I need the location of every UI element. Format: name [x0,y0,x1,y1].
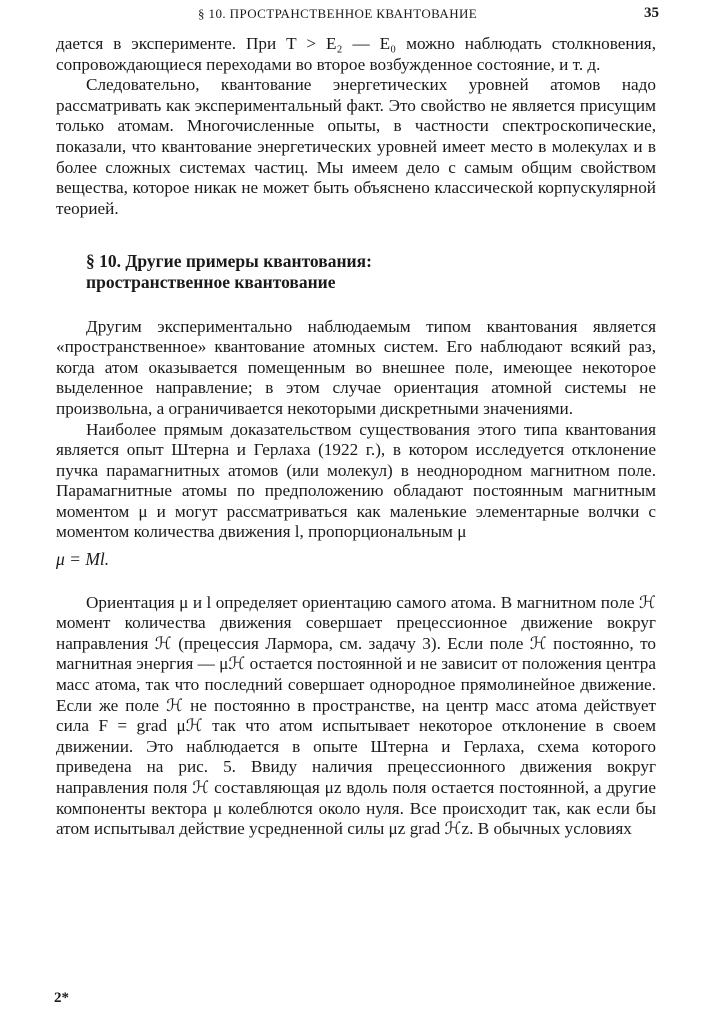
running-header [0,6,701,28]
page-body [56,34,656,840]
section-heading-line-1: § 10. Другие примеры квантования: [86,251,372,272]
paragraph-continuation: дается в эксперименте. При T > E₂ — E₀ можно наблюдать столкновения, сопровождающиеся переходами во второе возбужденное состояние, и т. д. [56,34,656,74]
section-heading [86,251,656,292]
formula: μ = Ml. [56,549,110,570]
paragraph: Ориентация μ и l определяет ориентацию самого атома. В магнитном поле ℋ момент количества движения совершает прецессионное движение вокруг направления ℋ (прецессия Лармора, см. задачу 3). Если поле ℋ постоянно, то магнитная энергия — μℋ остается постоянной и не зависит от положения центра масс атома, так что последний совершает однородное прямолинейное движение. Если же поле ℋ не постоянно в пространстве, на центр масс атома действует сила F = grad μℋ так что атом испытывает некоторое отклонение в своем движении. Это наблюдается в опыте Штерна и Герлаха, схема которого приведена на рис. 5. Ввиду наличия прецессионного движения вокруг направления поля ℋ составляющая μz вдоль поля остается постоянной, а другие компоненты вектора μ колеблются около нуля. Все происходит так, как если бы атом испытывал действие усредненной силы μz grad ℋz. В обычных условиях [56,592,656,839]
paragraph: Наиболее прямым доказательством существования этого типа квантования является опыт Штерна и Герлаха (1922 г.), в котором исследуется отклонение пучка парамагнитных атомов (или молекул) в неоднородном магнитном поле. Парамагнитные атомы по предположению обладают постоянным магнитным моментом μ и могут рассматриваться как маленькие элементарные волчки с моментом количества движения l, пропорциональным μ [56,419,656,542]
page-number: 35 [644,5,659,21]
section-heading-line-2: пространственное квантование [86,271,336,292]
signature-mark: 2* [54,990,69,1006]
paragraph: Следовательно, квантование энергетических уровней атомов надо рассматривать как экспериментальный факт. Это свойство не является присущим только атомам. Многочисленные опыты, в частности спектроскопические, показали, что квантование энергетических уровней имеет место в молекулах и в более сложных системах частиц. Мы имеем дело с самым общим свойством вещества, которое никак не может быть объяснено классической корпускулярной теорией. [56,75,656,218]
paragraph: Другим экспериментально наблюдаемым типом квантования является «пространственное» квантование атомных систем. Его наблюдают всякий раз, когда атом оказывается помещенным во внешнее поле, имеющее некоторое выделенное направление; в этом случае ориентация атомной системы не произвольна, а ограничивается некоторыми дискретными значениями. [56,316,656,418]
running-header-title: § 10. ПРОСТРАНСТВЕННОЕ КВАНТОВАНИЕ [198,6,478,21]
